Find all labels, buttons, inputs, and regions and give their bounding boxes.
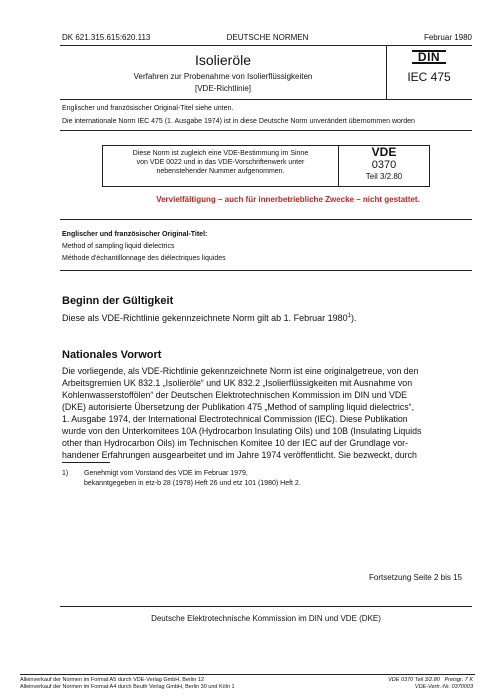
notice-rule	[60, 219, 472, 220]
original-title-heading: Englischer und französischer Original-Titel:	[62, 231, 208, 238]
din-logo	[412, 50, 446, 64]
issue-date: Februar 1980	[423, 33, 472, 42]
commission-rule	[60, 606, 472, 607]
original-title-english: Method of sampling liquid dielectrics	[62, 243, 175, 250]
dk-number: DK 621.315.615:620.113	[62, 33, 151, 42]
vde-box-text-3: nebenstehender Nummer aufgenommen.	[156, 168, 285, 175]
foreword-body	[62, 366, 472, 462]
title-block-bottom-rule	[60, 99, 472, 100]
intro-line-1: Englischer und französischer Original-Titel siehe unten.	[62, 105, 234, 112]
vde-part: Teil 3/2.80	[365, 172, 403, 181]
foreword-line-1: Die vorliegende, als VDE-Richtlinie gekennzeichnete Norm ist eine originalgetreue, von den	[62, 366, 419, 376]
din-logo-text: DIN	[417, 50, 441, 64]
publisher-label: DEUTSCHE NORMEN	[226, 33, 309, 42]
vde-label: VDE	[371, 145, 397, 159]
foreword-line-3: Kohlenwasserstoffölen“ der Deutschen Elektrotechnischen Kommission im DIN und VDE	[62, 390, 408, 400]
footnote-line-1: Genehmigt vom Vorstand des VDE im Februar 1979,	[84, 470, 248, 477]
title-block-top-rule	[60, 45, 472, 46]
standard-number: IEC 475	[407, 70, 451, 84]
intro-rule	[60, 130, 472, 131]
validity-text-end: ).	[351, 313, 357, 323]
foreword-line-6: wurde von den Unterkomitees 10A (Hydrocarbon Insulating Oils) und 10B (Insulating Liquids	[62, 426, 422, 436]
vde-number: 0370	[371, 159, 397, 171]
validity-heading: Beginn der Gültigkeit	[62, 295, 174, 307]
copy-notice: Vervielfältigung – auch für innerbetriebliche Zwecke – nicht gestattet.	[156, 195, 420, 204]
vde-box-text-2: von VDE 0022 und in das VDE-Vorschriftenwerk unter	[136, 159, 305, 166]
foreword-line-4: (DKE) autorisierte Übersetzung der Publikation 475 „Method of sampling liquid dielectrics“,	[62, 402, 415, 412]
original-title-rule	[60, 270, 472, 271]
validity-text	[62, 313, 357, 324]
footnote-rule	[62, 462, 110, 463]
continuation-note: Fortsetzung Seite 2 bis 15	[369, 573, 462, 582]
ref-line-1: VDE 0370 Teil 3/2.80 Preisgr. 7 K	[388, 677, 473, 683]
ref-line-2: VDE-Vertr.-Nr. 0370003	[414, 684, 473, 690]
validity-text-main: Diese als VDE-Richtlinie gekennzeichnete Norm gilt ab 1. Februar 1980	[62, 313, 348, 323]
foreword-line-2: Arbeitsgremien UK 832.1 „Isolieröle“ und UK 832.2 „Isolierflüssigkeiten mit Ausnahme von	[62, 378, 413, 388]
foreword-line-5: 1. Ausgabe 1974, der International Electrotechnical Commission (IEC). Diese Publikation	[62, 414, 408, 424]
sales-line-2: Alleinverkauf der Normen im Format A4 durch Beuth Verlag GmbH, Berlin 30 und Köln 1	[20, 684, 235, 690]
validity-footnote-marker: 1	[347, 313, 351, 319]
foreword-line-8: handener Erfahrungen ausgearbeitet und im Jahre 1974 veröffentlicht. Sie bezweckt, durch	[62, 450, 417, 460]
commission-name: Deutsche Elektrotechnische Kommission im DIN und VDE (DKE)	[151, 614, 381, 623]
foreword-heading: Nationales Vorwort	[62, 349, 162, 361]
intro-line-2: Die internationale Norm IEC 475 (1. Ausgabe 1974) ist in diese Deutsche Norm unverändert übernommen worden	[62, 118, 415, 125]
document-subtitle: Verfahren zur Probenahme von Isolierflüssigkeiten	[133, 72, 313, 81]
footnote-line-2: bekanntgegeben in etz-b 28 (1978) Heft 26 und etz 101 (1980) Heft 2.	[84, 480, 301, 487]
footnote-marker: 1)	[62, 470, 69, 477]
document-title: Isolieröle	[194, 52, 252, 68]
bottom-rule	[20, 674, 475, 675]
original-title-french: Méthode d'échantillonnage des diélectriques liquides	[62, 255, 226, 262]
sales-line-1: Alleinverkauf der Normen im Format A5 durch VDE-Verlag GmbH, Berlin 12	[20, 677, 205, 683]
document-subtitle-bracket: [VDE-Richtlinie]	[194, 84, 251, 93]
vde-box-text-1: Diese Norm ist zugleich eine VDE-Bestimmung im Sinne	[132, 150, 309, 157]
foreword-line-7: other than Hydrocarbon Oils) im Technischen Komitee 10 der IEC auf der Grundlage vor-	[62, 438, 409, 448]
